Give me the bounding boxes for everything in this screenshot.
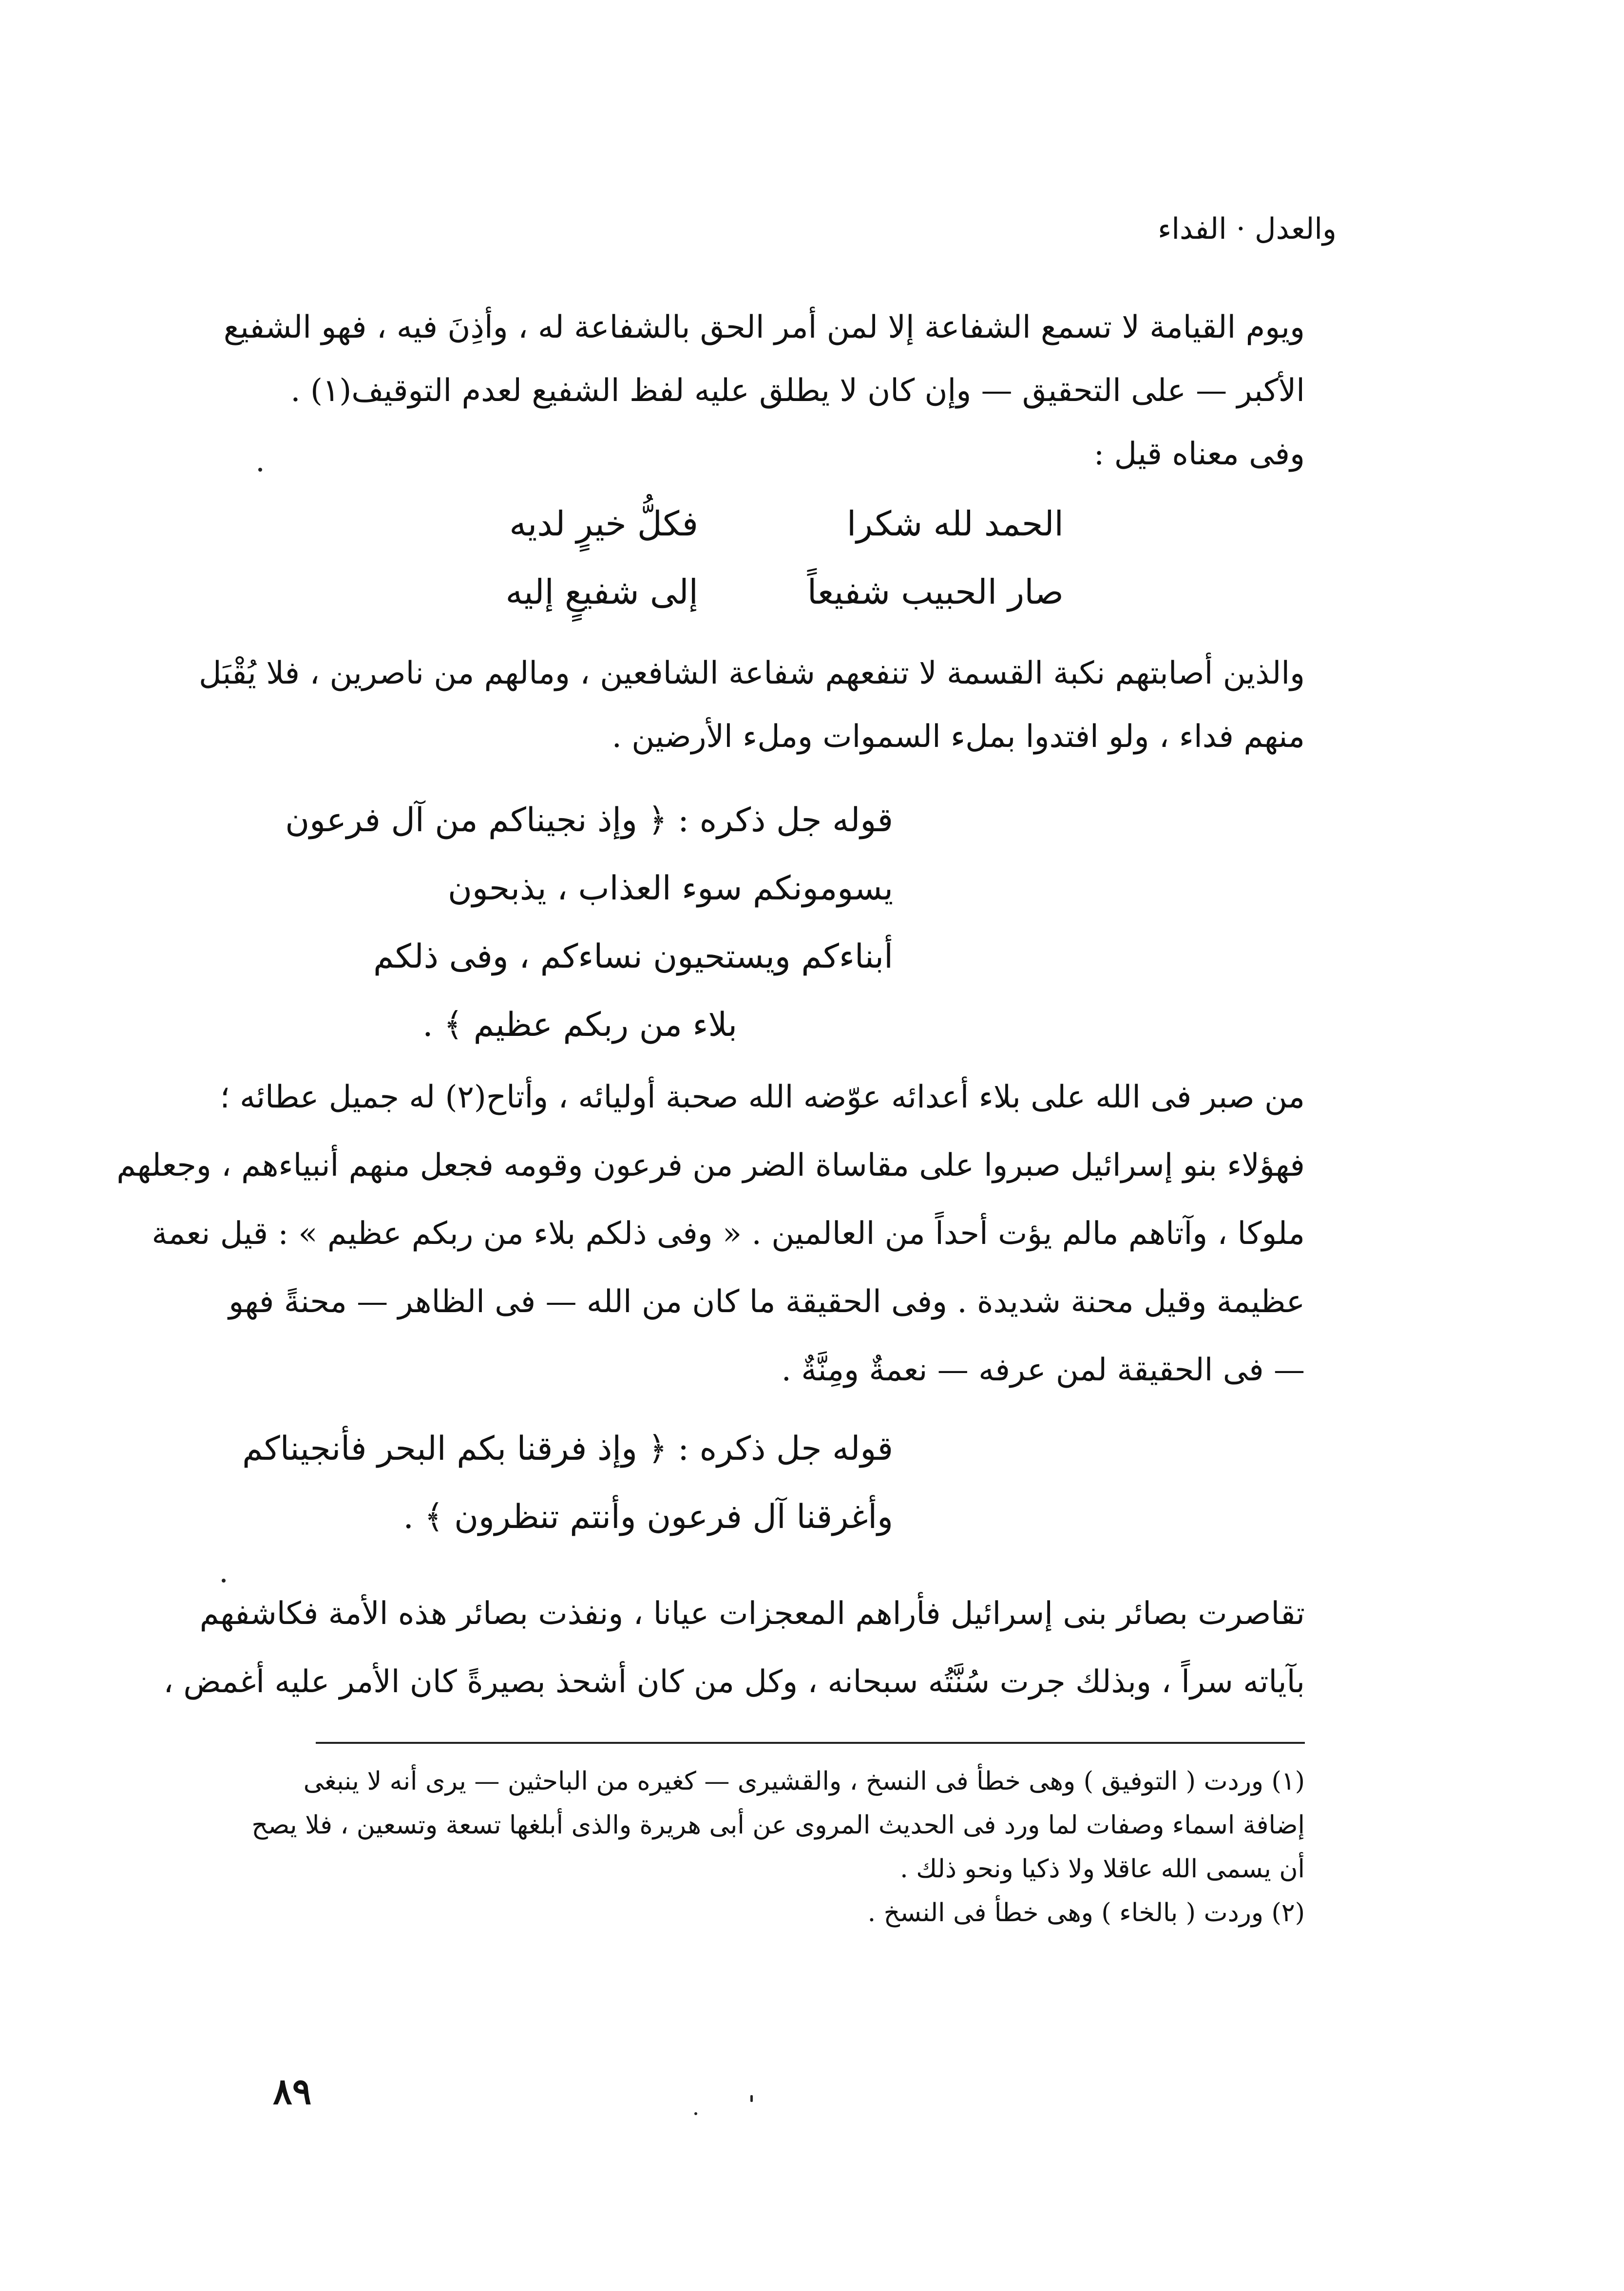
paragraph-line: ملوكا ، وآتاهم مالم يؤت أحداً من العالمين . « وفى ذلكم بلاء من ربكم عظيم » : قيل نعمة [152, 1216, 1305, 1252]
verse-hemistich-left: فكلُّ خيرٍ لديه [509, 504, 698, 544]
paragraph-line: من صبر فى الله على بلاء أعدائه عوّضه الله صحبة أوليائه ، وأتاح(٢) له جميل عطائه ؛ [220, 1079, 1305, 1115]
quran-quote-line: أبناءكم ويستحيون نساءكم ، وفى ذلكم [373, 937, 893, 976]
running-header: والعدل · الفداء [1158, 212, 1337, 246]
verse-hemistich-right: صار الحبيب شفيعاً [807, 572, 1064, 612]
footnote-line: أن يسمى الله عاقلا ولا ذكيا ونحو ذلك . [900, 1854, 1305, 1884]
paragraph-line: تقاصرت بصائر بنى إسرائيل فأراهم المعجزات عيانا ، ونفذت بصائر هذه الأمة فكاشفهم [199, 1596, 1305, 1632]
quran-quote-line: يسومونكم سوء العذاب ، يذبحون [447, 869, 893, 908]
paragraph-line: فهؤلاء بنو إسرائيل صبروا على مقاساة الضر من فرعون وقومه فجعل منهم أنبياءهم ، وجعلهم [116, 1147, 1305, 1184]
paragraph-line: والذين أصابتهم نكبة القسمة لا تنفعهم شفاعة الشافعين ، ومالهم من ناصرين ، فلا يُقْبَل [199, 655, 1305, 691]
page-number: ٨٩ [273, 2071, 312, 2113]
scan-speck [222, 1579, 226, 1583]
scan-speck [750, 2095, 753, 2102]
scan-speck [258, 468, 262, 472]
paragraph-line: — فى الحقيقة لمن عرفه — نعمةٌ ومِنَّةٌ . [781, 1352, 1305, 1388]
footnote-line: إضافة اسماء وصفات لما ورد فى الحديث المروى عن أبى هريرة والذى أبلغها تسعة وتسعين ، فلا يصح [251, 1811, 1305, 1840]
paragraph-line: ويوم القيامة لا تسمع الشفاعة إلا لمن أمر الحق بالشفاعة له ، وأذِنَ فيه ، فهو الشفيع [223, 309, 1305, 345]
quran-quote-line: وأغرقنا آل فرعون وأنتم تنظرون ﴾ . [403, 1498, 893, 1536]
quran-quote-line: قوله جل ذكره : ﴿ وإذ فرقنا بكم البحر فأنجيناكم [242, 1430, 893, 1468]
footnote-line: (١) وردت ( التوفيق ) وهى خطأ فى النسخ ، والقشيرى — كغيره من الباحثين — يرى أنه لا ينبغى [303, 1767, 1305, 1796]
paragraph-line: الأكبر — على التحقيق — وإن كان لا يطلق عليه لفظ الشفيع لعدم التوقيف(١) . [290, 373, 1305, 409]
quran-quote-line: قوله جل ذكره : ﴿ وإذ نجيناكم من آل فرعون [285, 801, 893, 840]
paragraph-line: بآياته سراً ، وبذلك جرت سُنَّتُه سبحانه ، وكل من كان أشحذ بصيرةً كان الأمر عليه أغمض ، [163, 1664, 1305, 1700]
verse-hemistich-right: الحمد لله شكرا [846, 504, 1064, 544]
verse-hemistich-left: إلى شفيعٍ إليه [505, 572, 698, 612]
paragraph-line: وفى معناه قيل : [1093, 436, 1305, 472]
paragraph-line: منهم فداء ، ولو افتدوا بملء السموات وملء الأرضين . [611, 719, 1305, 755]
footnote-divider [316, 1742, 1305, 1744]
scan-speck [694, 2112, 697, 2115]
paragraph-line: عظيمة وقيل محنة شديدة . وفى الحقيقة ما كان من الله — فى الظاهر — محنةً فهو [229, 1284, 1305, 1320]
footnote-line: (٢) وردت ( بالخاء ) وهى خطأ فى النسخ . [867, 1898, 1305, 1928]
quran-quote-line: بلاء من ربكم عظيم ﴾ . [422, 1006, 737, 1044]
